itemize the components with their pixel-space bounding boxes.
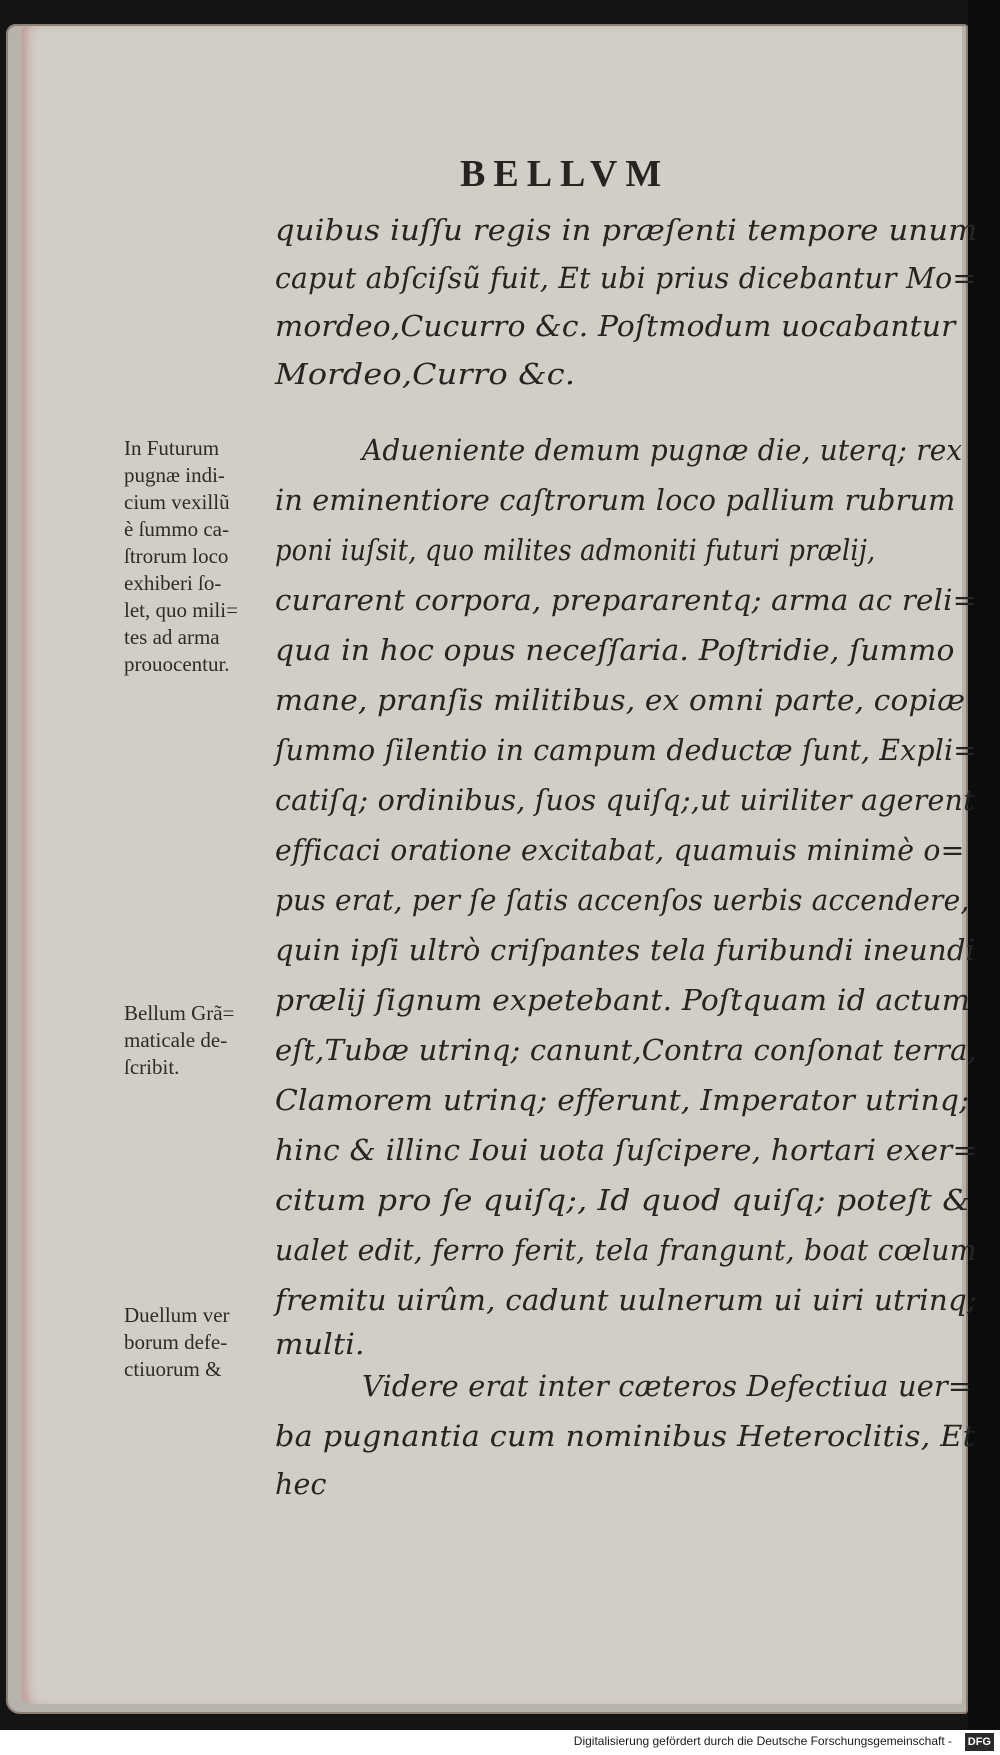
body-line: poni iuſsit, quo milites admoniti futuri prælij, — [275, 533, 876, 567]
body-line: fremitu uirûm, cadunt uulnerum ui uiri utrinq; — [275, 1283, 978, 1317]
body-line: prælij ſignum expetebant. Poſtquam id actum — [275, 983, 971, 1017]
body-line: quin ipſi ultrò criſpantes tela furibundi ineundi — [275, 933, 976, 967]
running-head: BELLVM — [460, 153, 670, 195]
body-line: quibus iuſſu regis in præſenti tempore unum — [275, 213, 978, 247]
body-line: curarent corpora, prepararentq; arma ac reli= — [275, 583, 978, 617]
body-line: Clamorem utrinq; efferunt, Imperator utrinq; — [275, 1083, 970, 1117]
margin-note-line: In Futurum — [124, 436, 220, 460]
body-line: catiſq; ordinibus, ſuos quiſq;,ut uiriliter agerent — [275, 783, 975, 817]
margin-note-line: ſcribit. — [124, 1055, 180, 1079]
margin-note-line: let, quo mili= — [124, 598, 238, 622]
margin-note-line: pugnæ indi- — [124, 463, 225, 487]
margin-note-line: Bellum Grã= — [124, 1001, 235, 1025]
body-line: hec — [275, 1467, 327, 1501]
margin-note-line: exhiberi ſo- — [124, 571, 222, 595]
body-line: citum pro ſe quiſq;, Id quod quiſq; poteſt & — [275, 1183, 971, 1217]
margin-note-line: Duellum ver — [124, 1303, 230, 1327]
body-line: ſummo ſilentio in campum deductæ ſunt, Expli= — [275, 733, 978, 767]
body-line: ualet edit, ferro ferit, tela frangunt, boat cœlum — [275, 1233, 977, 1267]
body-line: caput abſciſsũ fuit, Et ubi prius dicebantur Mo= — [275, 261, 977, 295]
body-line: ba pugnantia cum nominibus Heteroclitis, Et — [275, 1419, 976, 1453]
body-line: in eminentiore caſtrorum loco pallium rubrum — [275, 483, 956, 517]
margin-note-line: borum defe- — [124, 1330, 228, 1354]
body-line: multi. — [275, 1327, 365, 1361]
margin-note-line: è ſummo ca- — [124, 517, 229, 541]
body-line: efficaci oratione excitabat, quamuis minimè o= — [275, 833, 965, 867]
body-line: hinc & illinc Ioui uota ſuſcipere, hortari exer= — [275, 1133, 978, 1167]
dfg-logo: DFG — [965, 1733, 994, 1751]
margin-note-line: cium vexillũ — [124, 490, 230, 514]
body-line: Mordeo,Curro &c. — [275, 357, 576, 391]
margin-note-line: ſtrorum loco — [124, 544, 229, 568]
margin-note-line: maticale de- — [124, 1028, 228, 1052]
body-line: Adueniente demum pugnæ die, uterq; rex — [362, 433, 963, 467]
body-line: eſt,Tubæ utrinq; canunt,Contra conſonat terra, — [275, 1033, 977, 1067]
body-line: Videre erat inter cæteros Defectiua uer= — [362, 1369, 973, 1403]
margin-note-line: tes ad arma — [124, 625, 220, 649]
body-line: pus erat, per ſe ſatis accenſos uerbis accendere, — [275, 883, 970, 917]
margin-note-line: ctiuorum & — [124, 1357, 222, 1381]
digitization-footer — [0, 1730, 1000, 1755]
footer-credit: Digitalisierung gefördert durch die Deutsche Forschungsgemeinschaft - — [573, 1734, 952, 1748]
margin-note-line: prouocentur. — [124, 652, 230, 676]
body-line: mane, pranſis militibus, ex omni parte, copiæ — [275, 683, 966, 717]
body-line: mordeo,Cucurro &c. Poſtmodum uocabantur — [275, 309, 956, 343]
body-line: qua in hoc opus neceſſaria. Poſtridie, ſummo — [275, 633, 955, 667]
